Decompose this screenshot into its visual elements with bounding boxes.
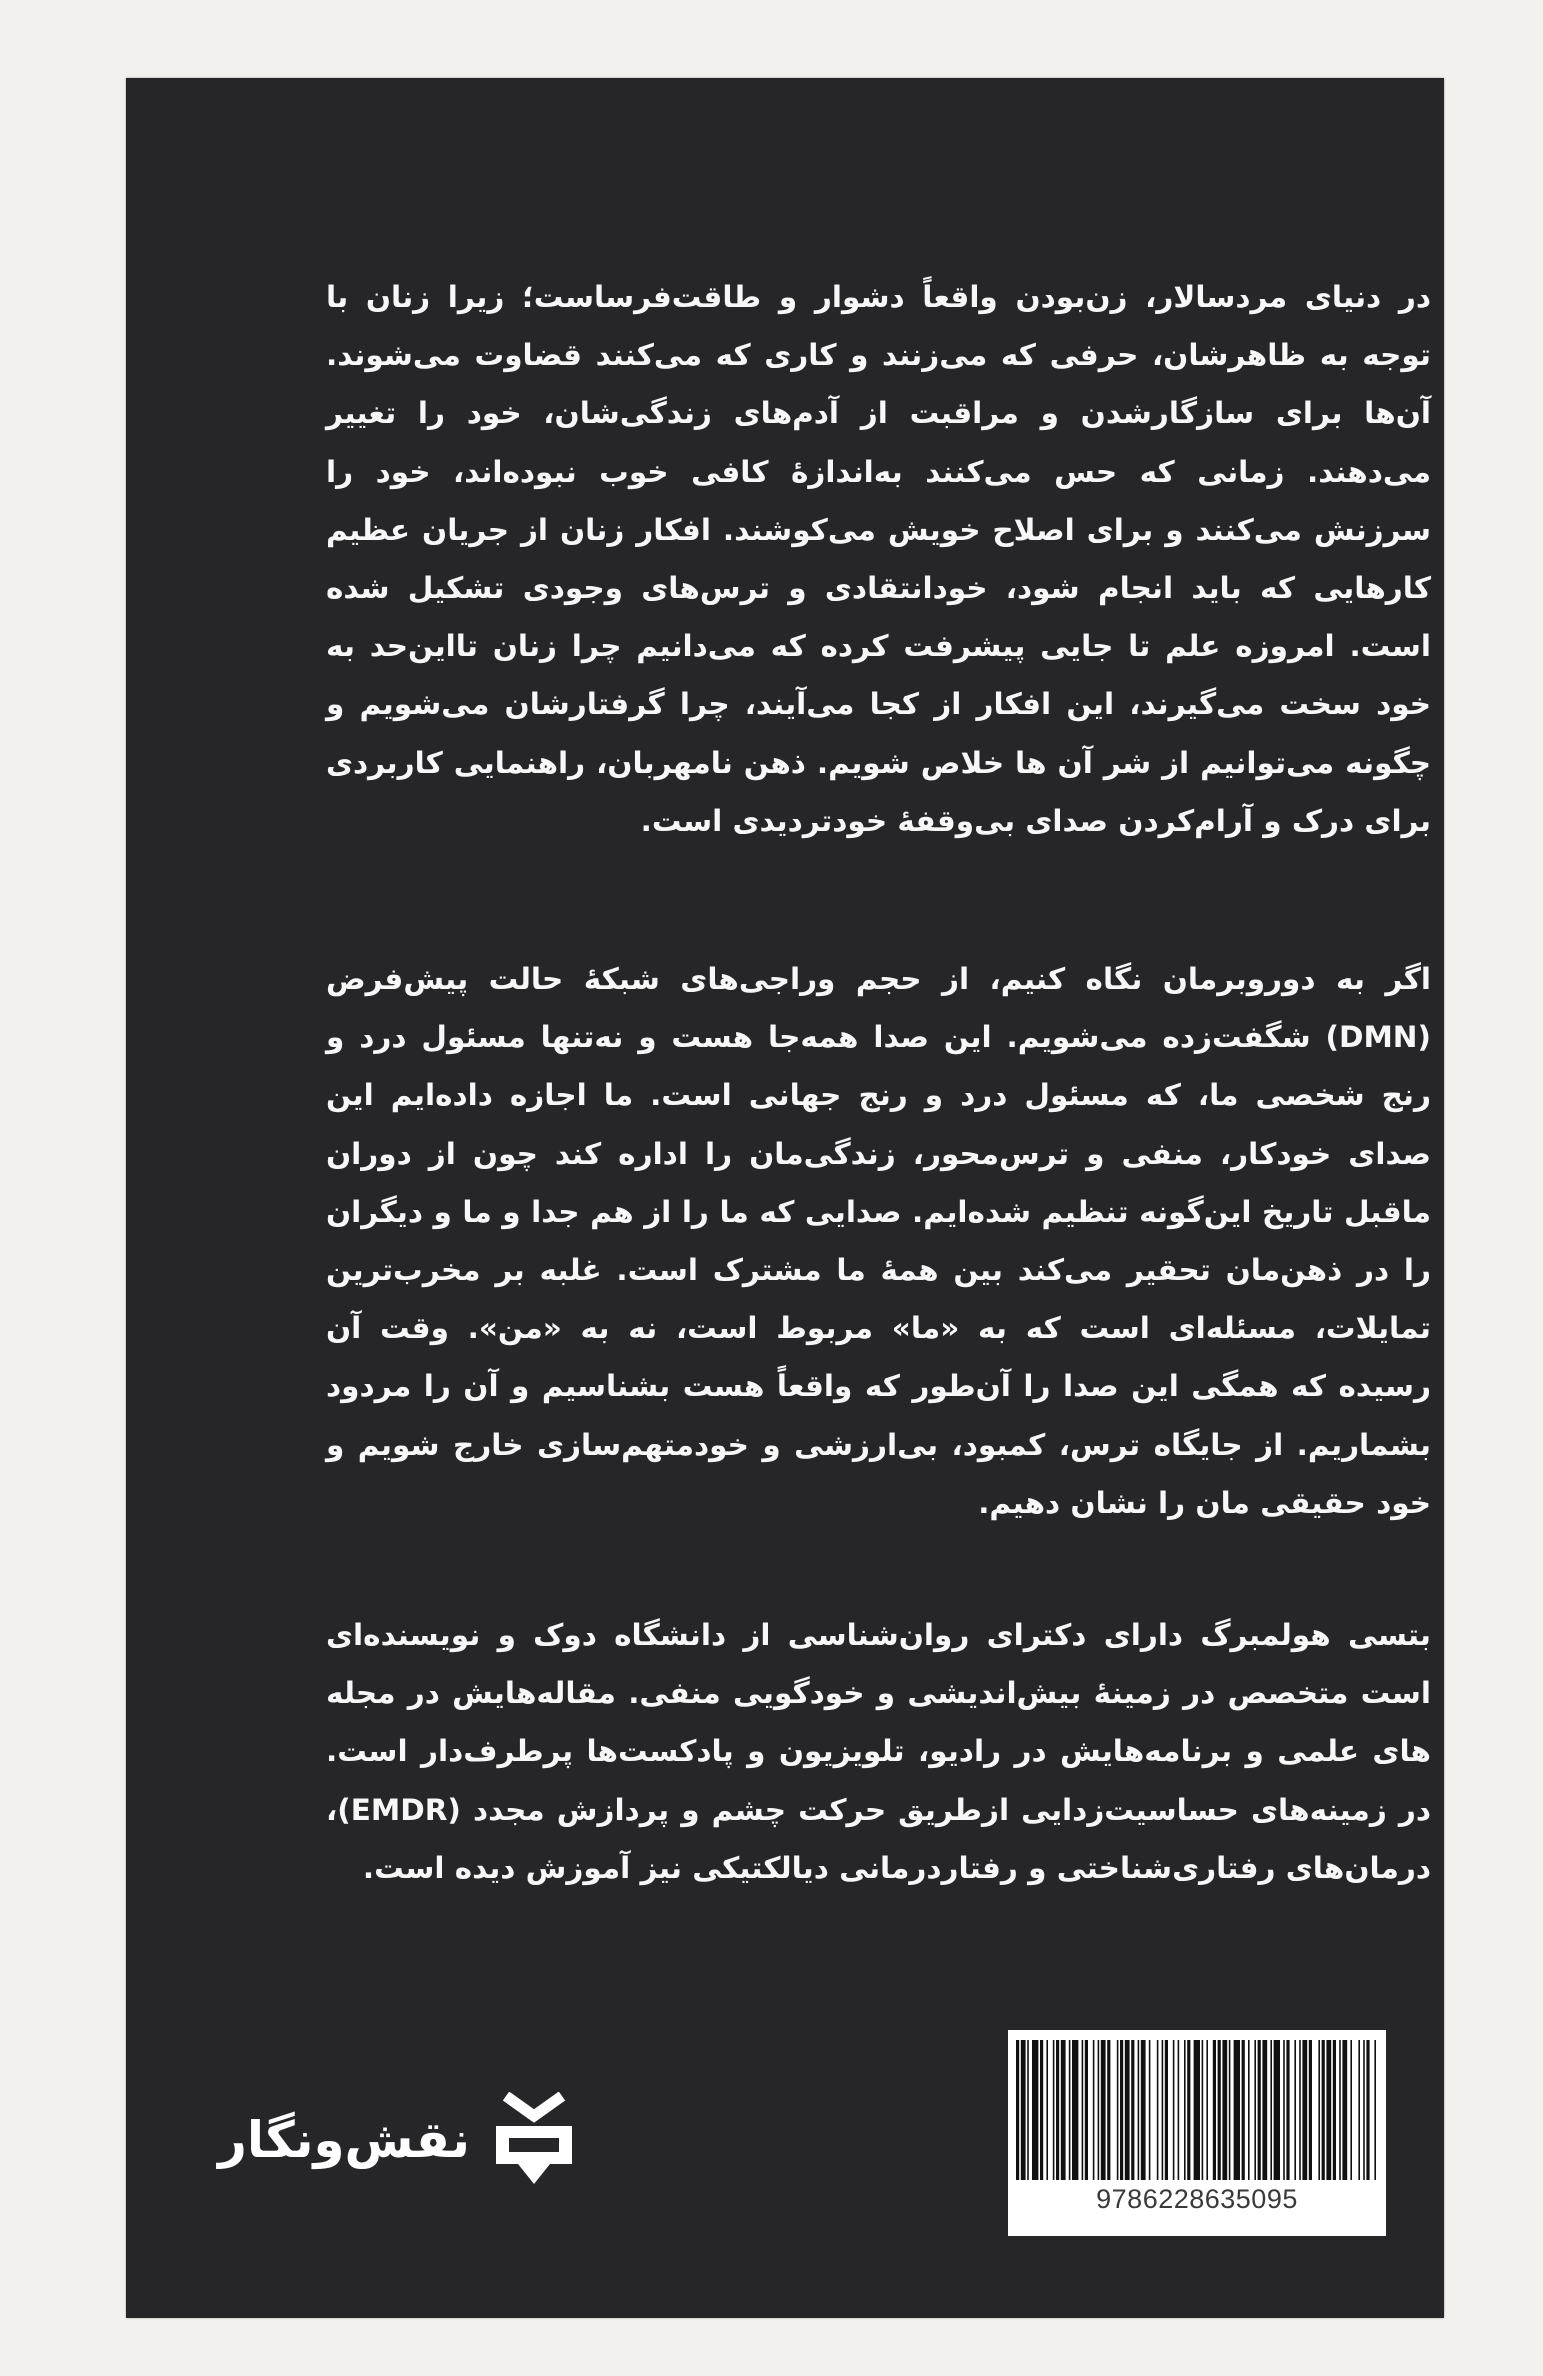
barcode-bar [1229, 2040, 1231, 2180]
publisher-imprint [196, 2090, 576, 2190]
barcode-bar [1120, 2040, 1123, 2180]
barcode-bar [1202, 2040, 1204, 2180]
barcode-bar [1254, 2040, 1256, 2180]
barcode-bar [1072, 2040, 1078, 2180]
barcode-bar [1258, 2040, 1261, 2180]
barcode-bar [1141, 2040, 1146, 2180]
barcode-bar [1107, 2040, 1110, 2180]
barcode-bar [1363, 2040, 1365, 2180]
barcode-bar [1149, 2040, 1151, 2180]
barcode-bar [1157, 2040, 1159, 2180]
barcode-bar [1098, 2040, 1100, 2180]
barcode-bar [1286, 2040, 1289, 2180]
barcode-bar [1053, 2040, 1055, 2180]
barcode-bar [1333, 2040, 1336, 2180]
barcode-bar [1131, 2040, 1134, 2180]
barcode-bar [1016, 2040, 1019, 2180]
barcode-bar [1213, 2040, 1216, 2180]
barcode-bar [1299, 2040, 1301, 2180]
barcode-bar [1027, 2040, 1029, 2180]
barcode-bar [1350, 2040, 1352, 2180]
barcode-bar [1187, 2040, 1190, 2180]
barcode-bar [1046, 2040, 1048, 2180]
barcode-bar [1342, 2040, 1347, 2180]
barcode-bar [1138, 2040, 1140, 2180]
barcode-bar [1294, 2040, 1296, 2180]
back-cover [126, 78, 1444, 2318]
barcode-bar [1218, 2040, 1221, 2180]
barcode-bar [1082, 2040, 1084, 2180]
barcode-bar [1309, 2040, 1312, 2180]
barcode-bar [1162, 2040, 1164, 2180]
barcode-bar [1358, 2040, 1360, 2180]
barcode-bar [1318, 2040, 1320, 2180]
barcode-bar [1262, 2040, 1267, 2180]
barcode-bar [1206, 2040, 1208, 2180]
barcode-bar [1085, 2040, 1088, 2180]
barcode-bar [1056, 2040, 1059, 2180]
publisher-name: نقش‌ونگار [218, 2111, 470, 2169]
barcode-bar [1366, 2040, 1369, 2180]
barcode-bar [1069, 2040, 1071, 2180]
barcode-bar [1021, 2040, 1026, 2180]
barcode-bar [1326, 2040, 1331, 2180]
barcode-bar [1222, 2040, 1227, 2180]
barcode-bar [1173, 2040, 1175, 2180]
publisher-logo-icon [492, 2092, 576, 2188]
description-paragraph-2: اگر به دوروبرمان نگاه کنیم، از حجم وراجی‌های شبکهٔ حالت پیش‌فرض (DMN) شگفت‌زده می‌شویم. این صدا همه‌جا هست و نه‌تنها مسئول درد و رنج شخصی ما، که مسئول درد و رنج جهانی است. ما اجازه داده‌ایم این صدای خودکار، منفی و ترس‌محور، زندگی‌مان را اداره کند چون از دوران ماقبل تاریخ این‌گونه تنظیم شده‌ایم. صدایی که ما را از هم جدا و ما و دیگران را در ذهن‌مان تحقیر می‌کند بین همهٔ ما مشترک است. غلبه بر مخرب‌ترین تمایلات، مسئله‌ای است که به «ما» مربوط است، نه به «من». وقت آن رسیده که همگی این صدا را آن‌طور که واقعاً هست بشناسیم و آن را مردود بشماریم. از جایگاه ترس، کمبود، بی‌ارزشی و خودمتهم‌سازی خارج شویم و خود حقیقی مان را نشان دهیم. [326, 962, 1431, 1520]
barcode-bar [1322, 2040, 1325, 2180]
isbn-barcode [1008, 2030, 1386, 2236]
barcode-bars [1016, 2040, 1378, 2180]
author-bio-paragraph: بتسی هولمبرگ دارای دکترای روان‌شناسی از دانشگاه دوک و نویسنده‌ای است متخصص در زمینهٔ بیش‌اندیشی و خودگویی منفی. مقاله‌هایش در مجله های علمی و برنامه‌هایش در رادیو، تلویزیون و پادکست‌ها پرطرف‌دار است. در زمینه‌های حساسیت‌زدایی ازطریق حرکت چشم و پردازش مجدد (EMDR)، درمان‌های رفتاری‌شناختی و رفتاردرمانی دیالکتیکی نیز آموزش دیده است. [326, 1618, 1431, 1885]
barcode-bar [1093, 2040, 1095, 2180]
barcode-bar [1061, 2040, 1066, 2180]
barcode-bar [1165, 2040, 1168, 2180]
barcode-bar [1040, 2040, 1043, 2180]
barcode-bar [1194, 2040, 1200, 2180]
barcode-bar [1032, 2040, 1038, 2180]
barcode-bar [1178, 2040, 1180, 2180]
barcode-bar [1283, 2040, 1285, 2180]
barcode-bar [1274, 2040, 1280, 2180]
description-paragraph-1: در دنیای مردسالار، زن‌بودن واقعاً دشوار و طاقت‌فرساست؛ زیرا زنان با توجه به ظاهرشان، حرفی که می‌زنند و کاری که می‌کنند قضاوت می‌شوند. آن‌ها برای سازگارشدن و مراقبت از آدم‌های زندگی‌شان، خود را تغییر می‌دهند. زمانی که حس می‌کنند به‌اندازهٔ کافی خوب نبوده‌اند، خود را سرزنش می‌کنند و برای اصلاح خویش می‌کوشند. افکار زنان از جریان عظیم کارهایی که باید انجام شود، خودانتقادی و ترس‌های وجودی تشکیل شده است. امروزه علم تا جایی پیشرفت کرده که می‌دانیم چرا زنان تااین‌حد به خود سخت می‌گیرند، این افکار از کجا می‌آیند، چرا گرفتارشان می‌شویم و چگونه می‌توانیم از شر آن ها خلاص شویم. ذهن نامهربان، راهنمایی کاربردی برای درک و آرام‌کردن صدای بی‌وقفهٔ خودتردیدی است. [326, 280, 1431, 838]
barcode-bar [1248, 2040, 1250, 2180]
barcode-bar [1270, 2040, 1272, 2180]
barcode-bar [1184, 2040, 1186, 2180]
isbn-number: 9786228635095 [1096, 2184, 1298, 2214]
barcode-bar [1339, 2040, 1341, 2180]
barcode-bar [1302, 2040, 1307, 2180]
barcode-bar [1125, 2040, 1130, 2180]
barcode-bar [1234, 2040, 1240, 2180]
barcode-bar [1101, 2040, 1106, 2180]
barcode-bar [1374, 2040, 1376, 2180]
barcode-bar [1242, 2040, 1245, 2180]
barcode-bar [1117, 2040, 1119, 2180]
